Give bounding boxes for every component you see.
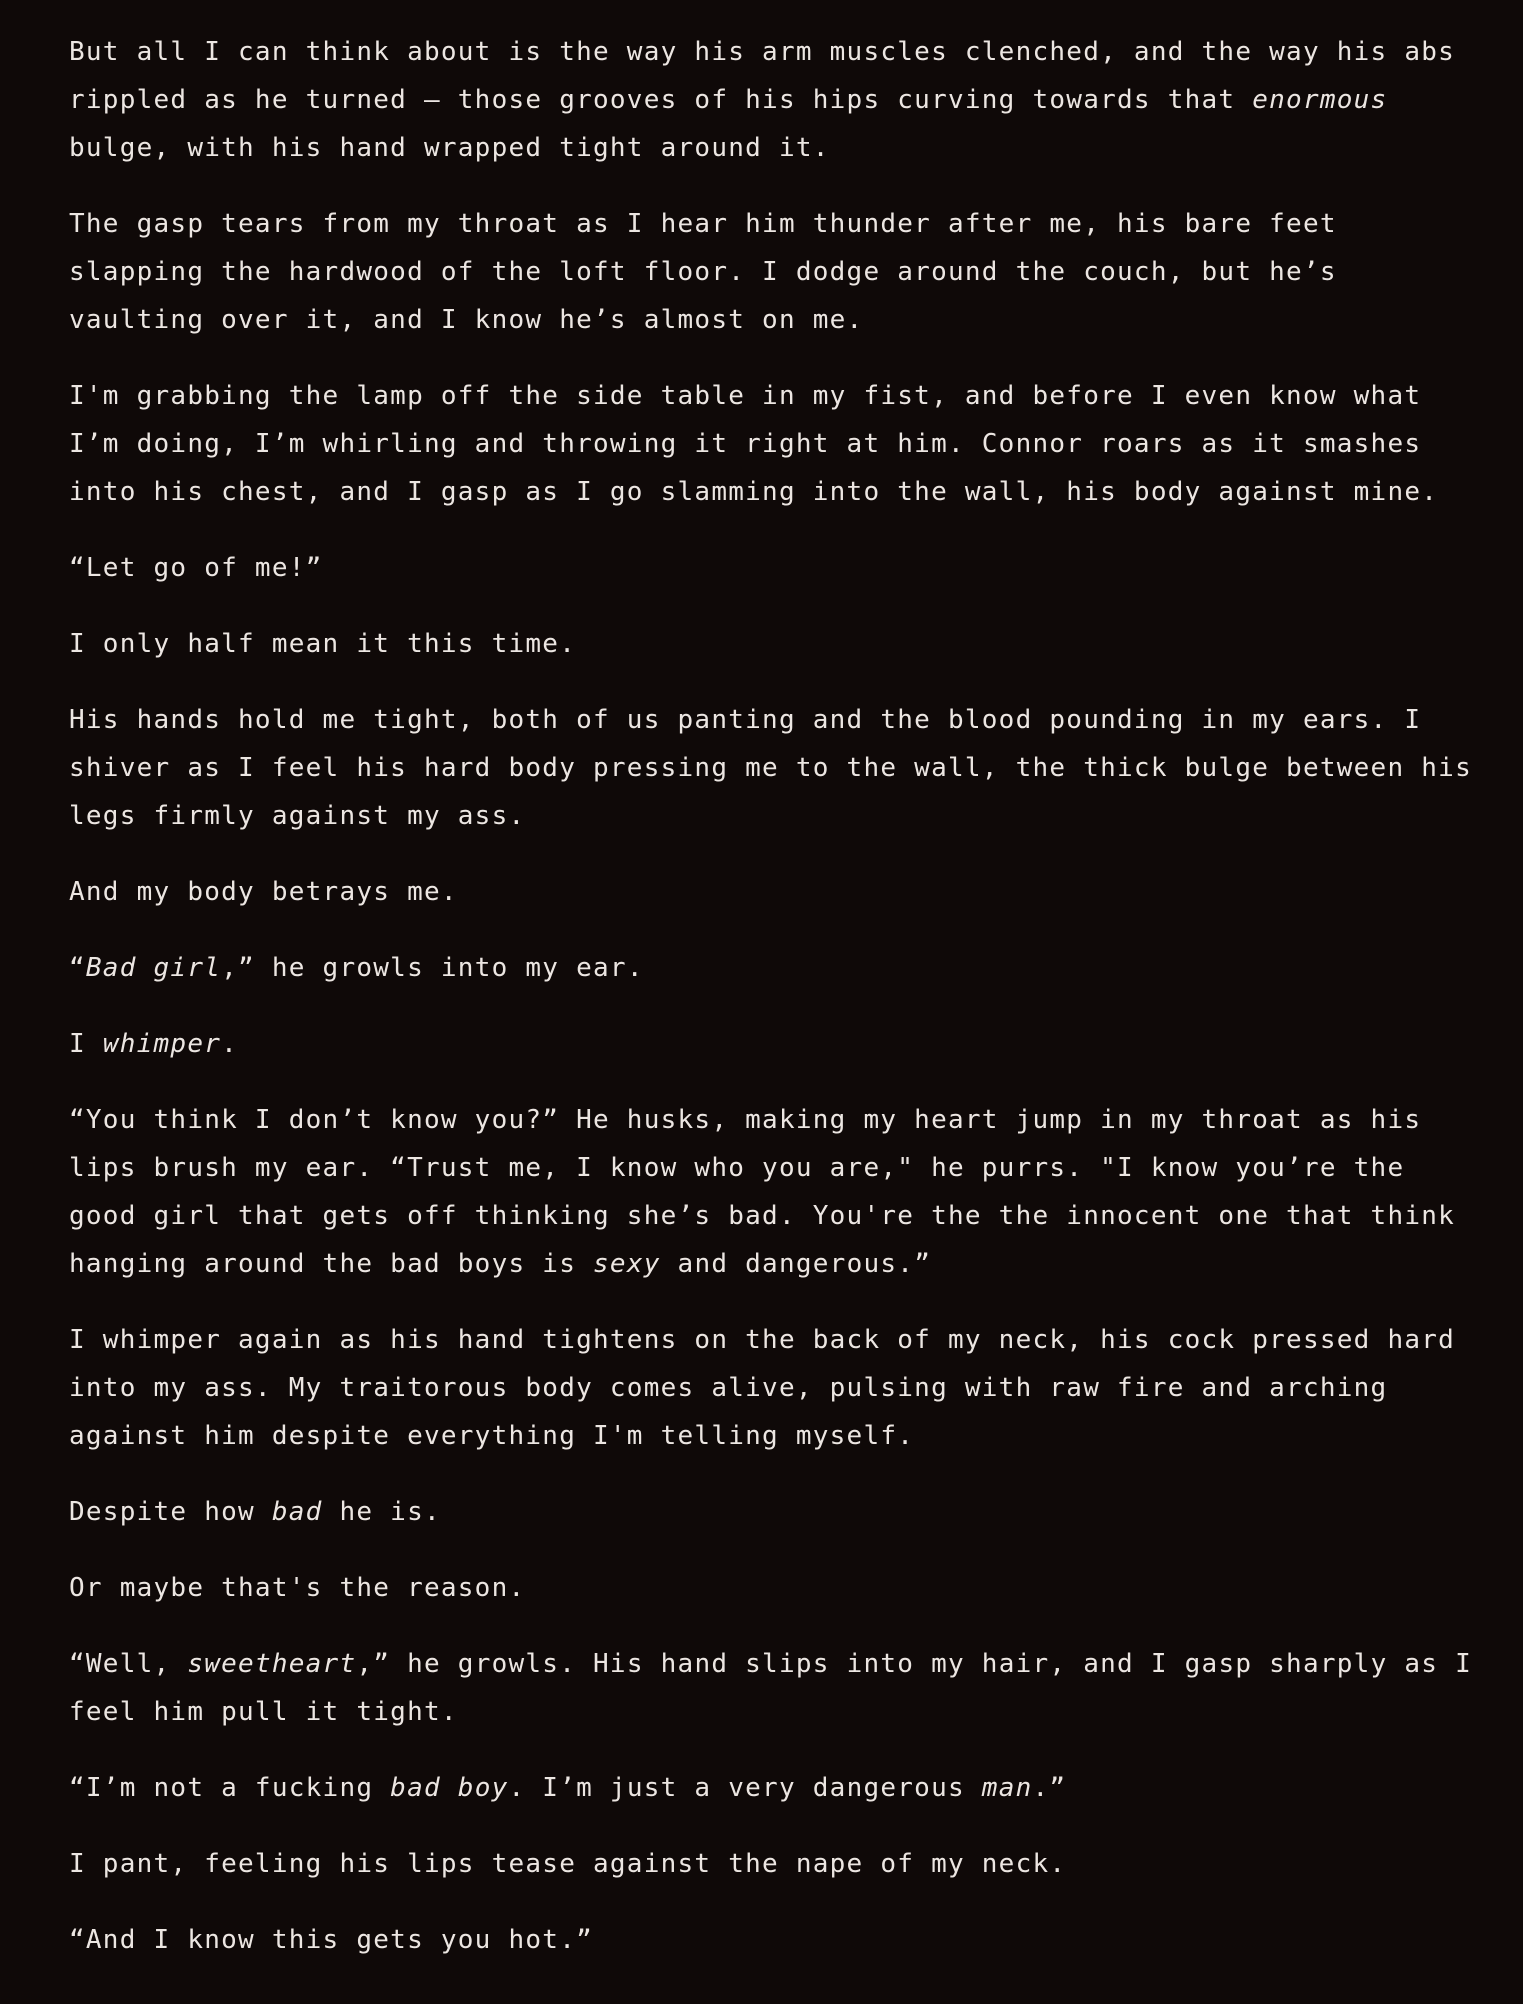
text-segment: I'm grabbing the lamp off the side table in my fist, and before I even know what I’m doing, I’m whirling and throwing it right at him. Connor roars as it smashes into his chest, and I gasp as I go slamming into the wall, his body against mine. <box>69 381 1439 507</box>
text-segment: “ <box>69 953 86 983</box>
italic-text: whimper <box>102 1029 222 1059</box>
text-segment: But all I can think about is the way his arm muscles clenched, and the way his abs rippled as he turned – those grooves of his hips curving towards that <box>69 37 1472 115</box>
story-paragraph <box>69 1764 1483 1812</box>
story-paragraph <box>69 28 1483 172</box>
text-segment: I pant, feeling his lips tease against the nape of my neck. <box>69 1849 1067 1879</box>
text-segment: .” <box>1032 1773 1067 1803</box>
text-segment: I whimper again as his hand tightens on the back of my neck, his cock pressed hard into my ass. My traitorous body comes alive, pulsing with raw fire and arching against him despite everything I'm telling myself. <box>69 1325 1472 1451</box>
story-paragraph <box>69 1488 1483 1536</box>
text-segment: bulge, with his hand wrapped tight around it. <box>69 85 1405 163</box>
story-paragraph <box>69 544 1483 592</box>
text-segment: he is. <box>322 1497 441 1527</box>
text-segment: “Let go of me!” <box>69 553 323 583</box>
italic-text: sweetheart <box>187 1649 357 1679</box>
story-paragraph <box>69 1916 1483 1964</box>
story-paragraph <box>69 1020 1483 1068</box>
story-paragraph <box>69 1316 1483 1460</box>
text-segment: ,” he growls into my ear. <box>221 953 644 983</box>
text-segment: . I’m just a very dangerous <box>508 1773 982 1803</box>
text-segment: I <box>69 1029 103 1059</box>
story-paragraph <box>69 696 1489 840</box>
italic-text: enormous <box>1252 85 1388 115</box>
story-paragraph <box>69 620 1483 668</box>
text-segment: and dangerous.” <box>660 1249 932 1279</box>
story-paragraph <box>69 1564 1483 1612</box>
italic-text: Bad girl <box>85 953 222 983</box>
text-segment: Despite how <box>69 1497 272 1527</box>
italic-text: bad boy <box>390 1773 509 1803</box>
text-segment: . <box>221 1029 239 1059</box>
story-paragraph <box>69 944 1483 992</box>
text-segment: “I’m not a fucking <box>69 1773 391 1803</box>
text-segment: And my body betrays me. <box>69 877 458 907</box>
italic-text: man <box>981 1773 1033 1803</box>
story-paragraph <box>69 1640 1489 1736</box>
text-segment: His hands hold me tight, both of us panting and the blood pounding in my ears. I shiver as I feel his hard body pressing me to the wall, the thick bulge between his legs firmly against my ass. <box>69 705 1489 831</box>
text-segment: I only half mean it this time. <box>69 629 577 659</box>
text-segment: “And I know this gets you hot.” <box>69 1925 594 1955</box>
text-segment: “You think I don’t know you?” He husks, making my heart jump in my throat as his lips brush my ear. “Trust me, I know who you are," he purrs. "I know you’re the good girl that gets off thinking she’s bad. You're the the innocent one that think hanging around the bad boys is <box>69 1105 1472 1279</box>
story-paragraph <box>69 1840 1483 1888</box>
story-paragraph <box>69 372 1483 516</box>
text-segment: “Well, <box>69 1649 188 1679</box>
story-paragraph <box>69 868 1483 916</box>
story-paragraph <box>69 1096 1483 1288</box>
story-paragraph <box>69 200 1483 344</box>
italic-text: sexy <box>593 1249 661 1279</box>
text-segment: ,” he growls. His hand slips into my hair, and I gasp sharply as I feel him pull it tight. <box>69 1649 1489 1727</box>
italic-text: bad <box>271 1497 323 1527</box>
story-text <box>69 28 1489 1964</box>
text-segment: The gasp tears from my throat as I hear him thunder after me, his bare feet slapping the hardwood of the loft floor. I dodge around the couch, but he’s vaulting over it, and I know he’s almost on me. <box>69 209 1354 335</box>
text-segment: Or maybe that's the reason. <box>69 1573 526 1603</box>
